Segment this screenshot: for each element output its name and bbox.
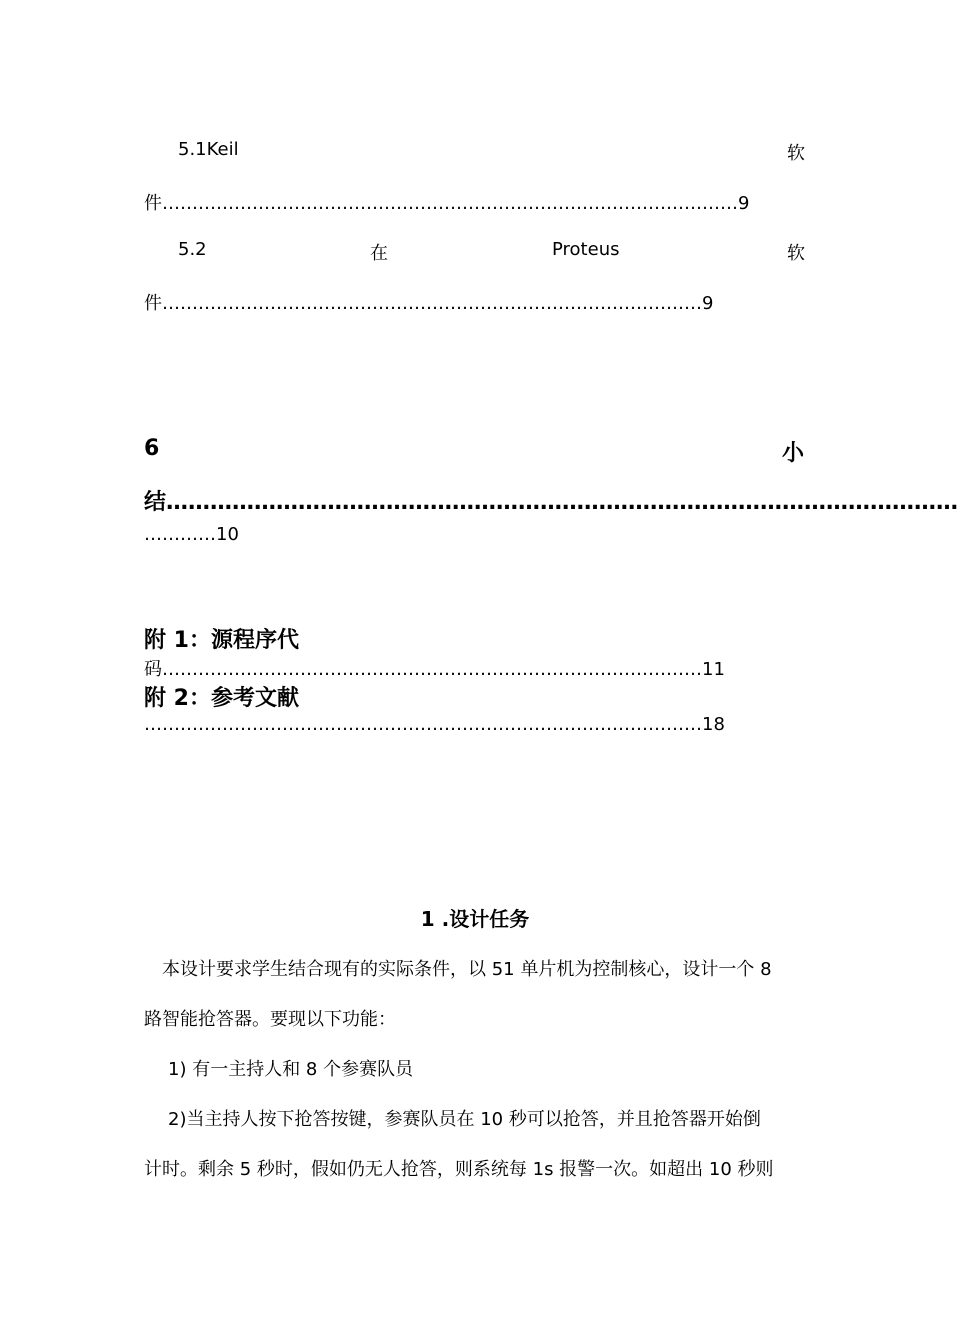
section-heading: 1 .设计任务	[420, 907, 530, 931]
appendix-2-leader: …………………………………………………………………………………18	[144, 714, 725, 735]
appendix-1-title: 附 1：源程序代	[144, 628, 299, 653]
list-item-1: 1) 有一主持人和 8 个参赛队员	[168, 1059, 414, 1080]
paragraph-1-line-2: 路智能抢答器。要现以下功能：	[144, 1009, 396, 1030]
toc-entry-5-1-title-end: 软	[787, 143, 805, 164]
toc-entry-5-2-word: 在	[370, 243, 388, 264]
toc-entry-6-page: …………10	[144, 524, 239, 545]
toc-entry-6-title-start: 小	[782, 441, 805, 466]
appendix-1-leader-text: 码………………………………………………………………………………11	[144, 659, 725, 680]
toc-entry-5-1-number: 5.1Keil	[178, 139, 239, 160]
list-item-2-line-1: 2)当主持人按下抢答按键，参赛队员在 10 秒可以抢答，并且抢答器开始倒	[168, 1109, 761, 1130]
toc-entry-6-title-end: 结………………………………………………………………………………………………	[144, 490, 958, 515]
toc-entry-5-2-software-name: Proteus	[552, 239, 620, 260]
list-item-2-line-2: 计时。剩余 5 秒时，假如仍无人抢答，则系统每 1s 报警一次。如超出 10 秒则	[144, 1159, 774, 1180]
toc-entry-5-2-title-end: 软	[787, 243, 805, 264]
appendix-1-leader	[144, 655, 725, 681]
paragraph-1-line-1: 本设计要求学生结合现有的实际条件，以 51 单片机为控制核心，设计一个 8	[162, 959, 772, 980]
toc-entry-5-1-leader: 件……………………………………………………………………………………9	[144, 193, 750, 214]
toc-entry-5-2-leader: 件………………………………………………………………………………9	[144, 293, 714, 314]
toc-entry-6-number: 6	[144, 436, 160, 461]
toc-entry-5-2-number: 5.2	[178, 239, 207, 260]
appendix-2-title: 附 2：参考文献	[144, 686, 299, 711]
toc-entry-6-leader	[144, 485, 958, 516]
